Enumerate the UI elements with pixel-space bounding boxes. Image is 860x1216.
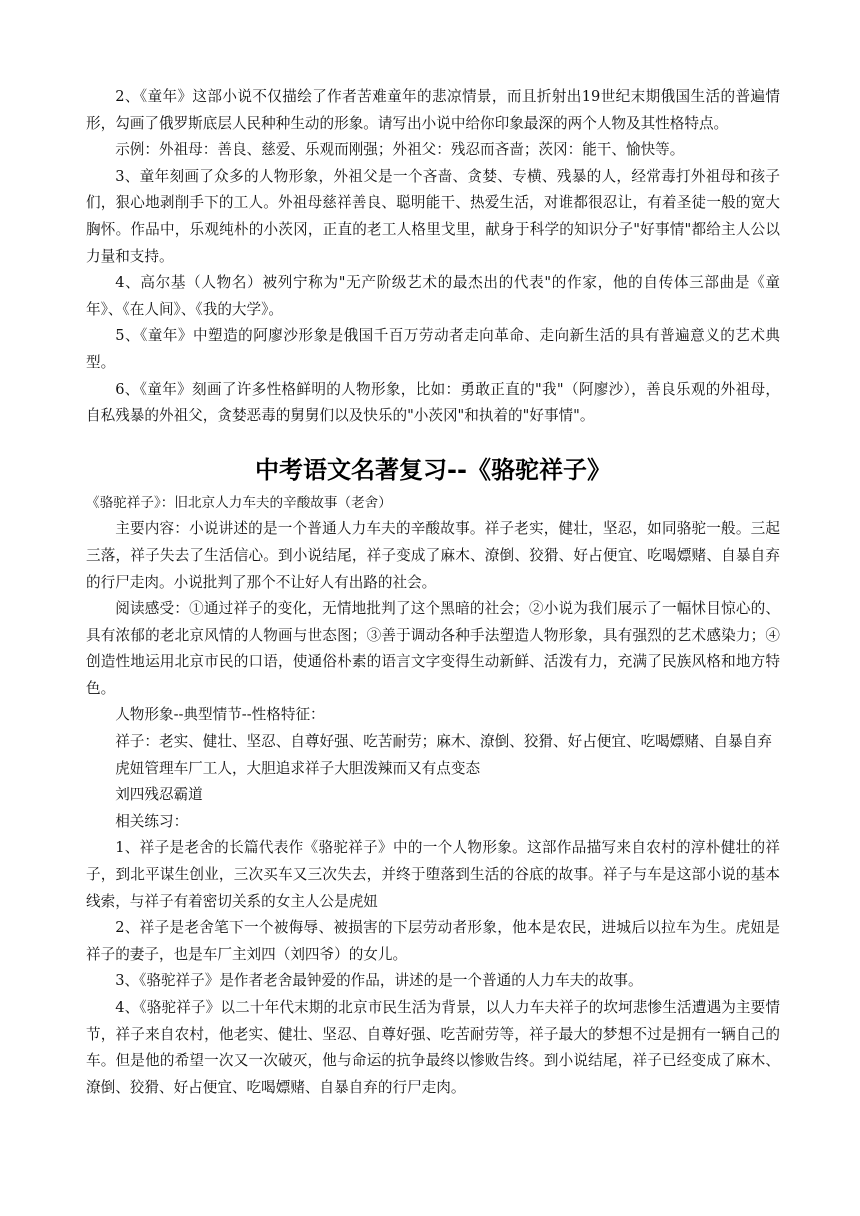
reading-impressions-paragraph: 阅读感受：①通过祥子的变化，无情地批判了这个黑暗的社会；②小说为我们展示了一幅怵目惊心的、具有浓郁的老北京风情的人物画与世态图；③善于调动各种手法塑造人物形象，具有强烈的艺术感染力；④创造性地运用北京市民的口语，使通俗朴素的语言文字变得生动新鲜、活泼有力，充满了民族风格和地方特色。 xyxy=(86,600,780,697)
exercise-paragraph: 3、《骆驼祥子》是作者老舍最钟爱的作品，讲述的是一个普通的人力车夫的故事。 xyxy=(115,972,643,990)
character-entry: 虎妞管理车厂工人，大胆追求祥子大胆泼辣而又有点变态 xyxy=(115,759,481,777)
exercise-paragraph: 4、高尔基（人物名）被列宁称为"无产阶级艺术的最杰出的代表"的作家，他的自传体三部曲是《童年》、《在人间》、《我的大学》。 xyxy=(86,274,780,318)
exercises-heading: 相关练习： xyxy=(115,812,189,830)
character-entry: 祥子：老实、健壮、坚忍、自尊好强、吃苦耐劳；麻木、潦倒、狡猾、好占便宜、吃喝嫖赌、自暴自弃 xyxy=(115,733,772,751)
exercise-paragraph: 1、祥子是老舍的长篇代表作《骆驼祥子》中的一个人物形象。这部作品描写来自农村的淳朴健壮的祥子，到北平谋生创业，三次买车又三次失去，并终于堕落到生活的谷底的故事。祥子与车是这部小说的基本线索，与祥子有着密切关系的女主人公是虎妞 xyxy=(86,839,780,910)
exercise-paragraph: 4、《骆驼祥子》以二十年代末期的北京市民生活为背景，以人力车夫祥子的坎坷悲惨生活遭遇为主要情节，祥子来自农村，他老实、健壮、坚忍、自尊好强、吃苦耐劳等，祥子最大的梦想不过是拥有一辆自己的车。但是他的希望一次又一次破灭，他与命运的抗争最终以惨败告终。到小说结尾，祥子已经变成了麻木、潦倒、狡猾、好占便宜、吃喝嫖赌、自暴自弃的行尸走肉。 xyxy=(86,999,780,1096)
characters-heading: 人物形象--典型情节--性格特征： xyxy=(115,706,325,724)
childhood-exercises-section xyxy=(86,84,780,430)
exercise-paragraph: 2、《童年》这部小说不仅描绘了作者苦难童年的悲凉情景，而且折射出19世纪末期俄国生活的普遍情形，勾画了俄罗斯底层人民种种生动的形象。请写出小说中给你印象最深的两个人物及其性格特点。 xyxy=(86,88,780,132)
character-entry: 刘四残忍霸道 xyxy=(115,786,203,804)
exercise-paragraph: 3、童年刻画了众多的人物形象，外祖父是一个吝啬、贪婪、专横、残暴的人，经常毒打外祖母和孩子们，狠心地剥削手下的工人。外祖母慈祥善良、聪明能干、热爱生活，对谁都很忍让，有着圣徒一般的宽大胸怀。作品中，乐观纯朴的小茨冈，正直的老工人格里戈里，献身于科学的知识分子"好事情"都给主人公以力量和支持。 xyxy=(86,167,780,265)
section-title: 中考语文名著复习--《骆驼祥子》 xyxy=(255,455,611,484)
book-subtitle: 《骆驼祥子》：旧北京人力车夫的辛酸故事（老舍） xyxy=(86,494,392,511)
example-answer: 示例：外祖母：善良、慈爱、乐观而刚强；外祖父：残忍而吝啬；茨冈：能干、愉快等。 xyxy=(115,141,685,159)
exercise-paragraph: 5、《童年》中塑造的阿廖沙形象是俄国千百万劳动者走向革命、走向新生活的具有普遍意义的艺术典型。 xyxy=(86,327,780,371)
main-content-paragraph: 主要内容：小说讲述的是一个普通人力车夫的辛酸故事。祥子老实，健壮，坚忍，如同骆驼一般。三起三落，祥子失去了生活信心。到小说结尾，祥子变成了麻木、潦倒、狡猾、好占便宜、吃喝嫖赌、自暴自弃的行尸走肉。小说批判了那个不让好人有出路的社会。 xyxy=(86,520,780,591)
exercise-paragraph: 2、祥子是老舍笔下一个被侮辱、被损害的下层劳动者形象，他本是农民，进城后以拉车为生。虎妞是祥子的妻子，也是车厂主刘四（刘四爷）的女儿。 xyxy=(86,919,780,963)
camel-xiangzi-section xyxy=(86,516,780,1101)
exercise-paragraph: 6、《童年》刻画了许多性格鲜明的人物形象，比如：勇敢正直的"我"（阿廖沙），善良乐观的外祖母，自私残暴的外祖父，贪婪恶毒的舅舅们以及快乐的"小茨冈"和执着的"好事情"。 xyxy=(86,380,780,425)
